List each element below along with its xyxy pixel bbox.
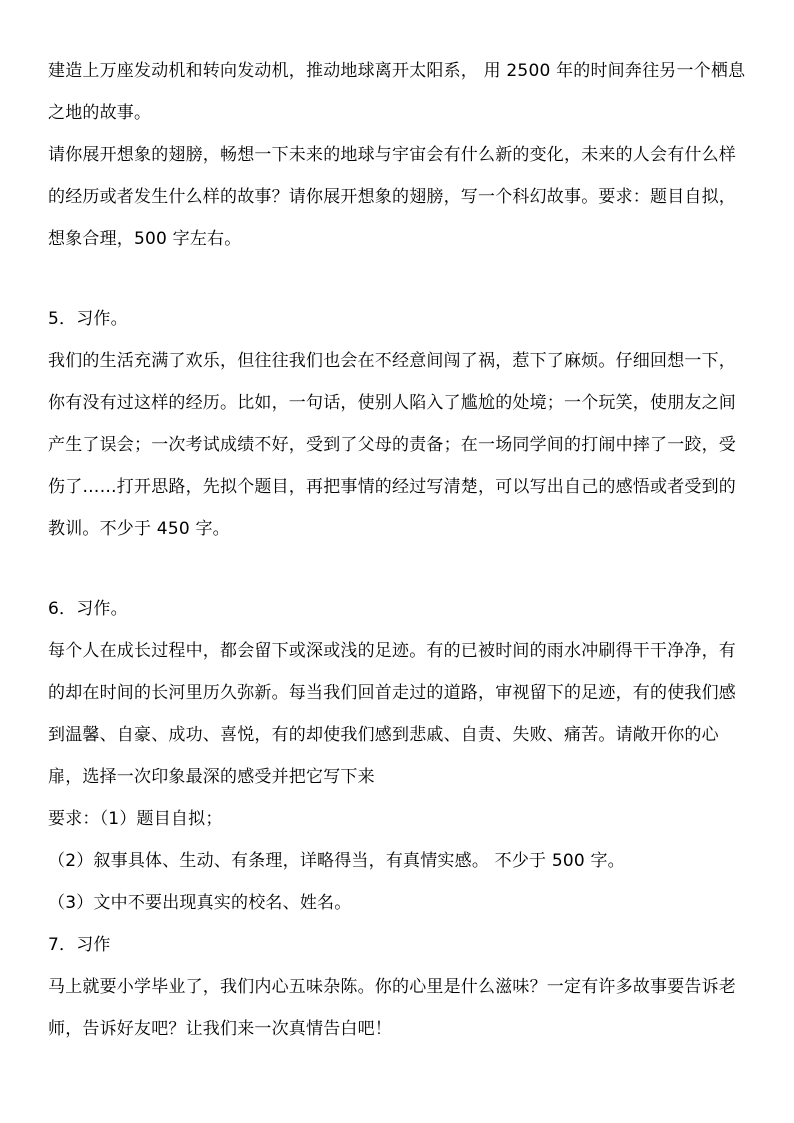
paragraph-line: 伤了……打开思路，先拟个题目，再把事情的经过写清楚，可以写出自己的感悟或者受到的 bbox=[48, 477, 736, 497]
paragraph-line: 请你展开想象的翅膀，畅想一下未来的地球与宇宙会有什么新的变化，未来的人会有什么样 bbox=[48, 145, 736, 165]
section-gap bbox=[48, 550, 748, 588]
section-5 bbox=[48, 298, 748, 550]
section-heading: 7．习作 bbox=[48, 935, 111, 955]
section-gap bbox=[48, 260, 748, 298]
section-4-tail bbox=[48, 50, 748, 260]
top-margin bbox=[48, 0, 748, 50]
paragraph-line: 每个人在成长过程中，都会留下或深或浅的足迹。有的已被时间的雨水冲刷得干干净净，有 bbox=[48, 641, 736, 661]
section-heading: 6．习作。 bbox=[48, 599, 128, 619]
requirement-line: （3）文中不要出现真实的校名、姓名。 bbox=[48, 893, 352, 913]
paragraph-line: 教训。不少于 450 字。 bbox=[48, 519, 230, 539]
section-6 bbox=[48, 588, 748, 924]
paragraph-line: 建造上万座发动机和转向发动机，推动地球离开太阳系， 用 2500 年的时间奔往另一个栖息 bbox=[48, 61, 746, 81]
paragraph-line: 的却在时间的长河里历久弥新。每当我们回首走过的道路，审视留下的足迹，有的使我们感 bbox=[48, 683, 736, 703]
section-7 bbox=[48, 924, 748, 1050]
paragraph-line: 马上就要小学毕业了，我们内心五味杂陈。你的心里是什么滋味？一定有许多故事要告诉老 bbox=[48, 977, 736, 997]
paragraph-line: 想象合理，500 字左右。 bbox=[48, 229, 242, 249]
paragraph-line: 扉，选择一次印象最深的感受并把它写下来 bbox=[48, 767, 375, 787]
paragraph-line: 之地的故事。 bbox=[48, 103, 152, 123]
paragraph-line: 产生了误会；一次考试成绩不好，受到了父母的责备；在一场同学间的打闹中摔了一跤，受 bbox=[48, 435, 736, 455]
requirement-line: 要求：（1）题目自拟； bbox=[48, 809, 223, 829]
section-heading: 5．习作。 bbox=[48, 309, 128, 329]
paragraph-line: 的经历或者发生什么样的故事？请你展开想象的翅膀，写一个科幻故事。要求：题目自拟， bbox=[48, 187, 736, 207]
paragraph-line: 师，告诉好友吧？让我们来一次真情告白吧！ bbox=[48, 1019, 392, 1039]
paragraph-line: 你有没有过这样的经历。比如，一句话，使别人陷入了尴尬的处境；一个玩笑，使朋友之间 bbox=[48, 393, 736, 413]
paragraph-line: 我们的生活充满了欢乐，但往往我们也会在不经意间闯了祸，惹下了麻烦。仔细回想一下， bbox=[48, 351, 736, 371]
requirement-line: （2）叙事具体、生动、有条理，详略得当，有真情实感。 不少于 500 字。 bbox=[48, 851, 625, 871]
document-page bbox=[48, 0, 748, 1050]
paragraph-line: 到温馨、自豪、成功、喜悦，有的却使我们感到悲戚、自责、失败、痛苦。请敞开你的心 bbox=[48, 725, 719, 745]
